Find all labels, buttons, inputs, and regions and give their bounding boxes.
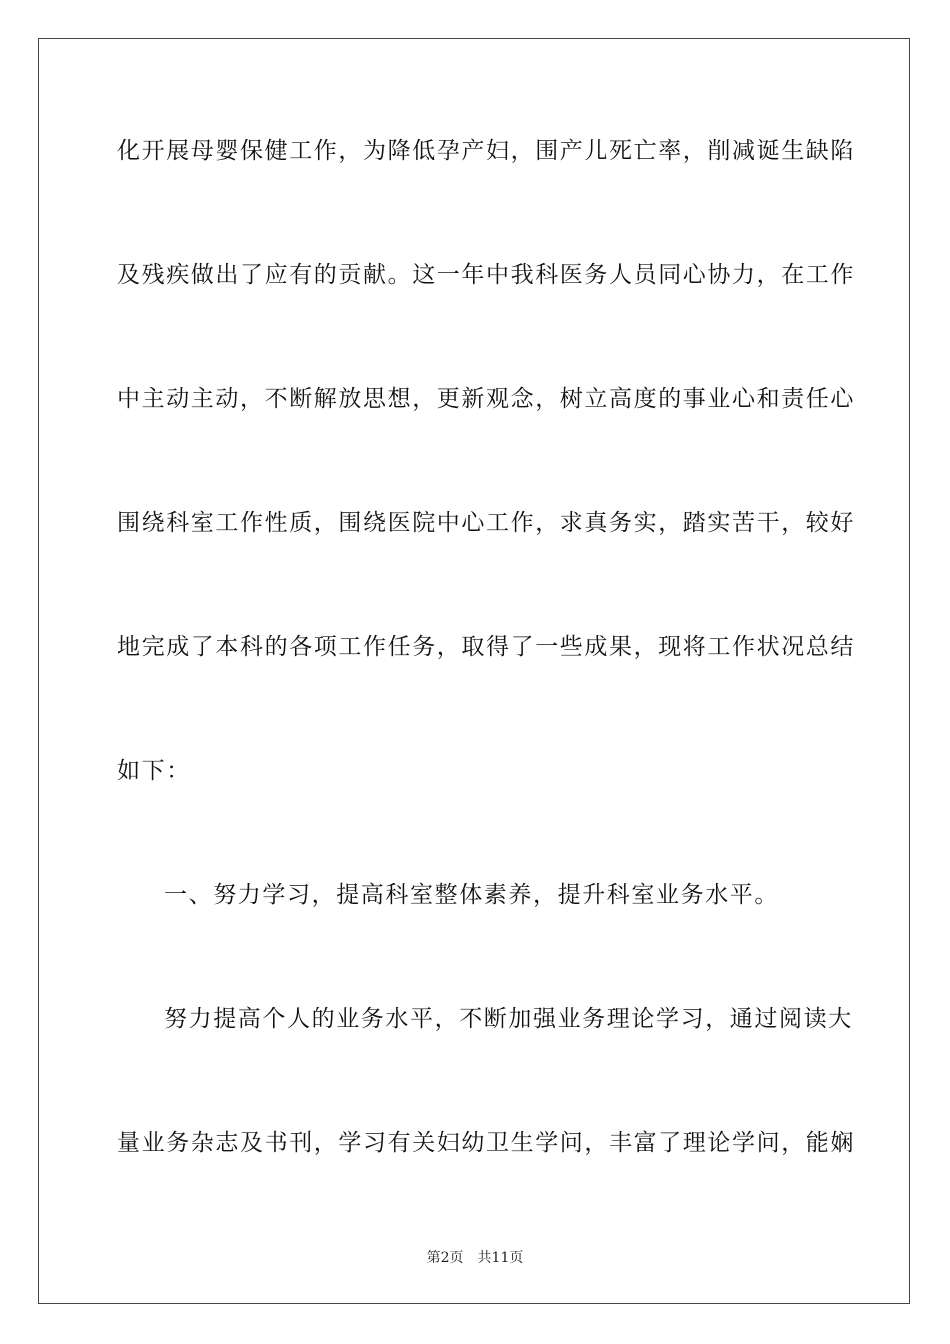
- page-frame: [38, 38, 910, 1304]
- body-line-5: 地完成了本科的各项工作任务，取得了一些成果，现将工作状况总结: [117, 634, 855, 660]
- current-page-label: 第2页: [426, 1250, 464, 1266]
- body-line-3: 中主动主动，不断解放思想，更新观念，树立高度的事业心和责任心: [117, 386, 855, 412]
- body-line-4: 围绕科室工作性质，围绕医院中心工作，求真务实，踏实苦干，较好: [117, 510, 855, 536]
- body-line-2: 及残疾做出了应有的贡献。这一年中我科医务人员同心协力，在工作: [117, 262, 855, 288]
- body-line-9: 量业务杂志及书刊，学习有关妇幼卫生学问，丰富了理论学问，能娴: [117, 1130, 855, 1156]
- body-line-8: 努力提高个人的业务水平，不断加强业务理论学习，通过阅读大: [164, 1006, 853, 1032]
- section-heading-1: 一、努力学习，提高科室整体素养，提升科室业务水平。: [164, 882, 779, 908]
- body-line-6: 如下：: [117, 758, 191, 784]
- page-footer: [0, 1247, 950, 1267]
- total-pages-label: 共11页: [477, 1250, 524, 1266]
- body-line-1: 化开展母婴保健工作，为降低孕产妇，围产儿死亡率，削减诞生缺陷: [117, 138, 855, 164]
